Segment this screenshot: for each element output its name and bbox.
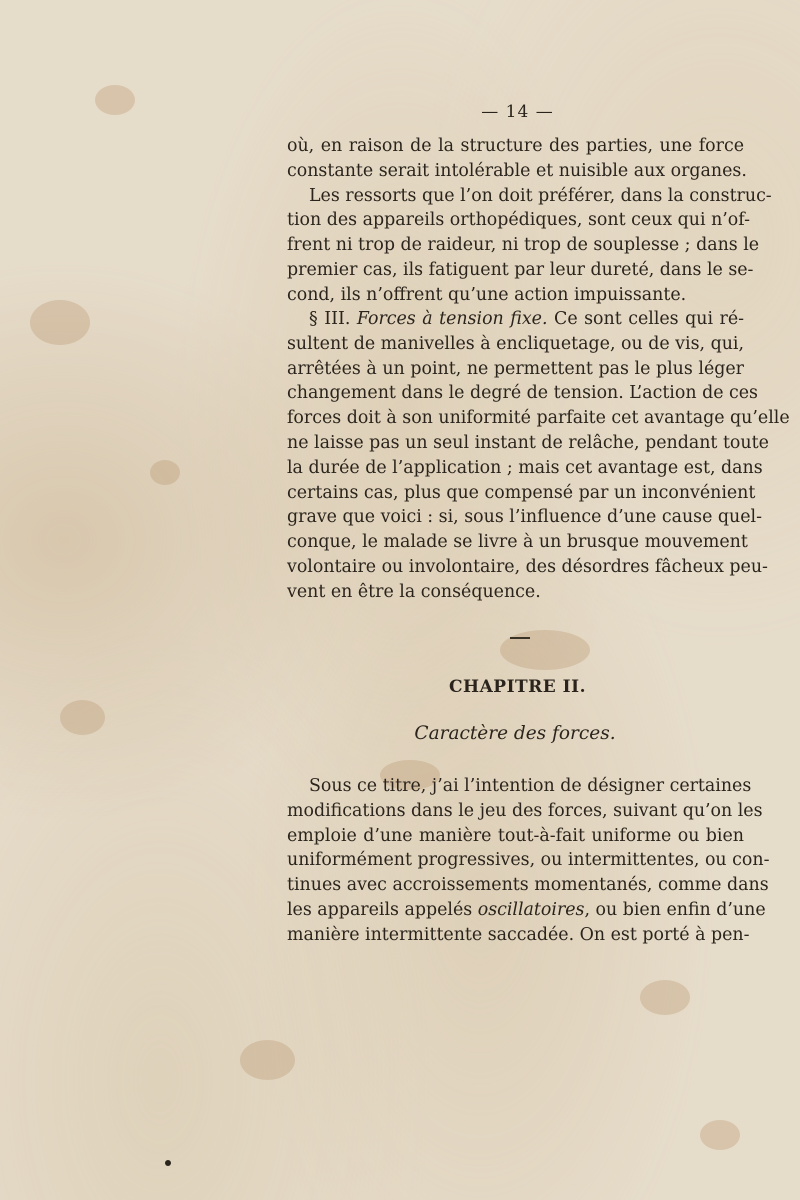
paper-stain bbox=[500, 630, 590, 670]
text-line: emploie d’une manière tout-à-fait uniforme ou bien bbox=[287, 825, 744, 846]
text-line: grave que voici : si, sous l’influence d’une cause quel- bbox=[287, 507, 762, 528]
section-heading-line bbox=[287, 307, 744, 332]
chapter-paragraph bbox=[287, 774, 770, 948]
text-line: cond, ils n’offrent qu’une action impuissante. bbox=[287, 284, 687, 305]
section-divider bbox=[510, 637, 530, 639]
text-line: conque, le malade se livre à un brusque mouvement bbox=[287, 532, 748, 553]
page-number: — 14 — bbox=[481, 102, 554, 122]
chapter-subtitle: Caractère des forces. bbox=[414, 723, 616, 744]
paper-stain bbox=[700, 1120, 740, 1150]
paper-stain bbox=[150, 460, 180, 485]
text-line: vent en être la conséquence. bbox=[287, 581, 541, 602]
paper-stain bbox=[240, 1040, 295, 1080]
text-line: où, en raison de la structure des parties, une force bbox=[287, 136, 744, 156]
text-line bbox=[287, 898, 766, 923]
text-line: changement dans le degré de tension. L’action de ces bbox=[287, 383, 758, 404]
text-line: volontaire ou involontaire, des désordres fâcheux peu- bbox=[287, 556, 768, 577]
text-line: uniformément progressives, ou intermittentes, ou con- bbox=[287, 850, 770, 871]
paper-stain bbox=[165, 1160, 171, 1166]
text-line: tion des appareils orthopédiques, sont ceux qui n’of- bbox=[287, 210, 750, 231]
chapter-title: CHAPITRE II. bbox=[449, 677, 586, 697]
text-line: sultent de manivelles à encliquetage, ou de vis, qui, bbox=[287, 333, 744, 354]
paper-stain bbox=[30, 300, 90, 345]
text-line: certains cas, plus que compensé par un inconvénient bbox=[287, 482, 756, 503]
text-line: Sous ce titre, j’ai l’intention de désigner certaines bbox=[309, 776, 752, 796]
section-mark: § III. bbox=[309, 309, 351, 329]
section-heading: Forces à tension fixe. bbox=[356, 309, 548, 329]
text-line: modifications dans le jeu des forces, suivant qu’on les bbox=[287, 800, 763, 821]
text-fragment: les appareils appelés bbox=[287, 899, 473, 920]
text-line: arrêtées à un point, ne permettent pas le plus léger bbox=[287, 358, 744, 379]
text-line: manière intermittente saccadée. On est porté à pen- bbox=[287, 924, 750, 945]
text-line: frent ni trop de raideur, ni trop de souplesse ; dans le bbox=[287, 235, 760, 256]
paper-stain bbox=[640, 980, 690, 1015]
section-paragraph bbox=[287, 307, 790, 605]
text-line: la durée de l’application ; mais cet avantage est, dans bbox=[287, 457, 763, 478]
text-fragment: Ce sont celles qui ré- bbox=[554, 309, 744, 329]
text-fragment: , ou bien enfin d’une bbox=[584, 899, 766, 920]
italic-term: oscillatoires bbox=[477, 899, 585, 920]
text-line: Les ressorts que l’on doit préférer, dans la construc- bbox=[309, 185, 772, 206]
text-line: premier cas, ils fatiguent par leur dureté, dans le se- bbox=[287, 259, 754, 280]
top-paragraphs bbox=[287, 134, 772, 308]
text-line: tinues avec accroissements momentanés, comme dans bbox=[287, 875, 769, 896]
text-line: constante serait intolérable et nuisible aux organes. bbox=[287, 160, 747, 181]
text-line: forces doit à son uniformité parfaite cet avantage qu’elle bbox=[287, 408, 790, 429]
text-line: ne laisse pas un seul instant de relâche, pendant toute bbox=[287, 432, 769, 453]
